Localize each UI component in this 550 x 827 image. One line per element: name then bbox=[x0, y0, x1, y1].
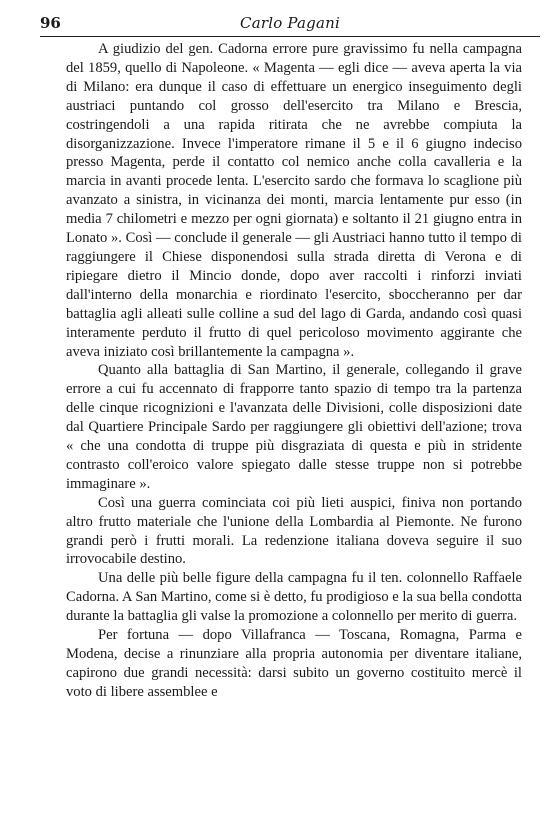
page-header bbox=[40, 6, 540, 37]
running-head: Carlo Pagani bbox=[240, 14, 340, 32]
page-body bbox=[66, 40, 522, 702]
page-number: 96 bbox=[40, 14, 61, 32]
paragraph-3: Così una guerra cominciata coi più lieti auspici, finiva non portando altro frutto materiale che l'unione della Lombardia al Piemonte. Ne furono grandi però i frutti morali. La redenzione italiana doveva seguire il suo irrovocabile destino. bbox=[66, 494, 522, 568]
paragraph-5: Per fortuna — dopo Villafranca — Toscana, Romagna, Parma e Modena, decise a rinunziare alla propria autonomia per diventare italiane, capirono due grandi necessità: darsi subito un governo costituito mercè il voto di libere assemblee e bbox=[66, 627, 522, 700]
paragraph-1: A giudizio del gen. Cadorna errore pure gravissimo fu nella campagna del 1859, quello di Napoleone. « Magenta — egli dice — aveva aperta la via di Milano: era dunque il caso di effettuare un energico inseguimento degli austriaci puntando col grosso dell'esercito tra Milano e Brescia, costringendoli a una rapida ritirata che ne avrebbe compiuta la disorganizzazione. Invece l'imperatore rimane il 5 e il 6 giugno indeciso presso Magenta, perde il contatto col nemico anche colla cavalleria e la marcia in avanti procede lenta. L'esercito sardo che formava lo scaglione più avanzato a sinistra, in vicinanza dei monti, marcia lentamente pur esso (in media 7 chilometri e mezzo per ogni giornata) e soltanto il 21 giugno entra in Lonato ». Così — conclude il generale — gli Austriaci hanno tutto il tempo di raggiungere il Chiese disponendosi sulla strada diretta di Verona e di ripiegare dietro il Mincio donde, dopo aver raccolti i rinforzi inviati dall'interno della monarchia e riordinato l'esercito, sboccheranno per dar battaglia agli alleati sulle colline a sud del lago di Garda, andando così quasi interamente perduto il frutto di quel pericoloso movimento aggirante che aveva iniziato così brillantemente la campagna ». bbox=[66, 41, 522, 360]
paragraph-4: Una delle più belle figure della campagna fu il ten. colonnello Raffaele Cadorna. A San Martino, come si è detto, fu prodigioso e la sua bella condotta durante la battaglia gli valse la promozione a colonnello per merito di guerra. bbox=[66, 570, 522, 625]
paragraph-2: Quanto alla battaglia di San Martino, il generale, collegando il grave errore a cui fu accennato di frapporre tanto spazio di tempo tra la partenza delle cinque ricognizioni e l'avanzata delle Divisioni, colle disposizioni date dal Quartiere Principale Sardo per raggiungere gli obiettivi dell'azione; trova « che una condotta di truppe più disgraziata di questa e più in stridente contrasto coll'eroico valore spiegato dalle stesse truppe non si potrebbe immaginare ». bbox=[66, 362, 522, 492]
